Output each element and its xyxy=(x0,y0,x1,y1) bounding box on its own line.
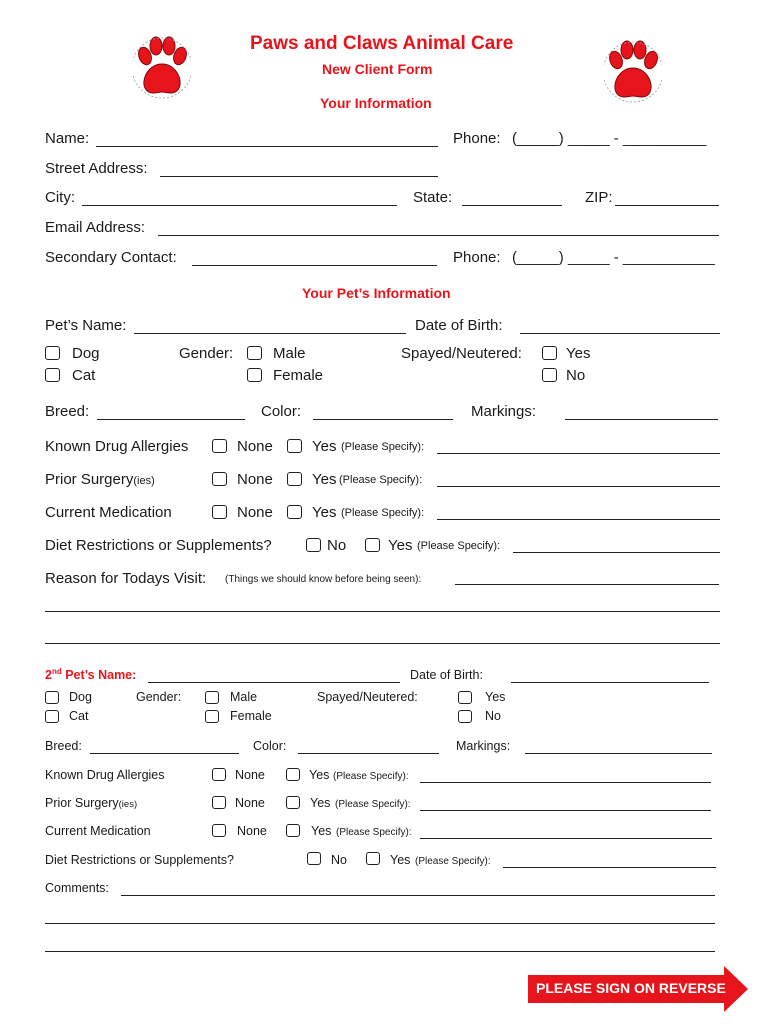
pet2-surgery-yes-label: Yes xyxy=(310,796,331,810)
color-field[interactable] xyxy=(313,419,453,420)
cat-label: Cat xyxy=(72,367,96,384)
breed-label: Breed: xyxy=(45,403,90,420)
pet2-dog-label: Dog xyxy=(69,690,92,704)
pet2-spayed-no-label: No xyxy=(485,709,501,723)
pet2-male-checkbox[interactable] xyxy=(205,691,219,704)
comments-label: Comments: xyxy=(45,881,109,895)
surgery-yes-label: Yes xyxy=(312,471,337,488)
female-label: Female xyxy=(273,367,324,384)
allergies-specify-label: (Please Specify): xyxy=(341,441,425,453)
allergies-none-checkbox[interactable] xyxy=(212,439,227,453)
breed-field[interactable] xyxy=(97,419,245,420)
zip-label: ZIP: xyxy=(585,189,613,206)
surgery-specify-field[interactable] xyxy=(437,486,720,487)
secondary-contact-label: Secondary Contact: xyxy=(45,249,177,266)
name-label: Name: xyxy=(45,130,90,147)
name-field[interactable] xyxy=(96,146,438,147)
pet2-allergies-none-checkbox[interactable] xyxy=(212,768,226,781)
pet2-diet-no-label: No xyxy=(331,853,347,867)
pet-dob-field[interactable] xyxy=(520,333,720,334)
diet-no-label: No xyxy=(327,537,347,554)
dog-checkbox[interactable] xyxy=(45,346,60,360)
medication-label: Current Medication xyxy=(45,504,172,521)
spayed-no-checkbox[interactable] xyxy=(542,368,557,382)
pet2-surgery-suffix: (ies) xyxy=(118,799,138,810)
gender-label: Gender: xyxy=(179,345,234,362)
phone-field[interactable]: (_____) _____ - __________ xyxy=(512,130,707,147)
pet2-diet-no-checkbox[interactable] xyxy=(307,852,321,865)
surgery-yes-checkbox[interactable] xyxy=(287,472,302,486)
section-pet-information: Your Pet’s Information xyxy=(302,285,451,301)
pet2-diet-label: Diet Restrictions or Supplements? xyxy=(45,853,234,867)
sign-on-reverse-notice: PLEASE SIGN ON REVERSE xyxy=(536,980,726,996)
spayed-yes-checkbox[interactable] xyxy=(542,346,557,360)
pet2-allergies-specify-field[interactable] xyxy=(420,782,711,783)
city-field[interactable] xyxy=(82,205,397,206)
pet2-breed-label: Breed: xyxy=(45,739,82,753)
pet2-medication-none-checkbox[interactable] xyxy=(212,824,226,837)
reason-hint: (Things we should know before being seen): xyxy=(225,574,422,585)
surgery-suffix: (ies) xyxy=(133,475,155,487)
pet-name-field[interactable] xyxy=(134,333,406,334)
pet2-allergies-yes-checkbox[interactable] xyxy=(286,768,300,781)
street-field[interactable] xyxy=(160,176,438,177)
surgery-label: Prior Surgery(ies) xyxy=(45,471,155,488)
comments-field-line-3[interactable] xyxy=(45,951,715,952)
pet2-spayed-label: Spayed/Neutered: xyxy=(317,690,418,704)
reason-label: Reason for Todays Visit: xyxy=(45,570,207,587)
pet2-medication-yes-label: Yes xyxy=(311,824,332,838)
secondary-contact-field[interactable] xyxy=(192,265,437,266)
pet2-name-label: 2nd Pet’s Name: xyxy=(45,667,137,683)
pet2-dog-checkbox[interactable] xyxy=(45,691,59,704)
allergies-yes-checkbox[interactable] xyxy=(287,439,302,453)
pet2-diet-specify-label: (Please Specify): xyxy=(415,856,491,867)
paw-print-icon xyxy=(604,40,662,104)
pet2-dob-label: Date of Birth: xyxy=(410,668,483,682)
reason-field-line-1[interactable] xyxy=(455,584,719,585)
pet2-surgery-yes-checkbox[interactable] xyxy=(286,796,300,809)
email-label: Email Address: xyxy=(45,219,146,236)
pet-name-label: Pet’s Name: xyxy=(45,317,127,334)
pet2-allergies-yes-label: Yes xyxy=(309,768,330,782)
allergies-yes-label: Yes xyxy=(312,438,337,455)
pet2-allergies-specify-label: (Please Specify): xyxy=(333,771,409,782)
markings-field[interactable] xyxy=(565,419,718,420)
allergies-label: Known Drug Allergies xyxy=(45,438,189,455)
pet2-cat-label: Cat xyxy=(69,709,89,723)
pet2-markings-field[interactable] xyxy=(525,753,712,754)
medication-none-checkbox[interactable] xyxy=(212,505,227,519)
spayed-yes-label: Yes xyxy=(566,345,591,362)
pet2-medication-none-label: None xyxy=(237,824,267,838)
section-your-information: Your Information xyxy=(320,95,432,111)
diet-specify-field[interactable] xyxy=(513,552,720,553)
state-label: State: xyxy=(413,189,453,206)
secondary-phone-field[interactable]: (_____) _____ - ___________ xyxy=(512,249,715,266)
pet2-allergies-label: Known Drug Allergies xyxy=(45,768,165,782)
pet2-name-field[interactable] xyxy=(148,682,400,683)
comments-field-line-2[interactable] xyxy=(45,923,715,924)
pet2-spayed-yes-label: Yes xyxy=(485,690,506,704)
diet-specify-label: (Please Specify): xyxy=(417,540,501,552)
spayed-label: Spayed/Neutered: xyxy=(401,345,522,362)
pet2-gender-label: Gender: xyxy=(136,690,182,704)
color-label: Color: xyxy=(261,403,302,420)
medication-none-label: None xyxy=(237,504,273,521)
pet2-allergies-none-label: None xyxy=(235,768,265,782)
pet2-diet-specify-field[interactable] xyxy=(503,867,716,868)
pet2-medication-specify-field[interactable] xyxy=(420,838,712,839)
medication-yes-label: Yes xyxy=(312,504,337,521)
dog-label: Dog xyxy=(72,345,100,362)
form-title: Paws and Claws Animal Care xyxy=(250,33,514,54)
pet-dob-label: Date of Birth: xyxy=(415,317,503,334)
pet2-color-field[interactable] xyxy=(298,753,439,754)
diet-label: Diet Restrictions or Supplements? xyxy=(45,537,272,554)
pet2-breed-field[interactable] xyxy=(90,753,239,754)
surgery-specify-label: (Please Specify): xyxy=(339,474,423,486)
surgery-none-checkbox[interactable] xyxy=(212,472,227,486)
cat-checkbox[interactable] xyxy=(45,368,60,382)
secondary-phone-label: Phone: xyxy=(453,249,501,266)
pet2-cat-checkbox[interactable] xyxy=(45,710,59,723)
male-label: Male xyxy=(273,345,306,362)
pet2-spayed-no-checkbox[interactable] xyxy=(458,710,472,723)
pet2-markings-label: Markings: xyxy=(456,739,511,753)
allergies-none-label: None xyxy=(237,438,273,455)
markings-label: Markings: xyxy=(471,403,537,420)
street-label: Street Address: xyxy=(45,160,148,177)
pet2-surgery-specify-label: (Please Specify): xyxy=(335,799,411,810)
surgery-none-label: None xyxy=(237,471,273,488)
pet2-medication-label: Current Medication xyxy=(45,824,151,838)
medication-specify-field[interactable] xyxy=(437,519,720,520)
pet2-diet-yes-label: Yes xyxy=(390,853,411,867)
allergies-specify-field[interactable] xyxy=(437,453,720,454)
pet2-female-checkbox[interactable] xyxy=(205,710,219,723)
pet2-medication-specify-label: (Please Specify): xyxy=(336,827,412,838)
email-field[interactable] xyxy=(158,235,719,236)
pet2-surgery-none-checkbox[interactable] xyxy=(212,796,226,809)
female-checkbox[interactable] xyxy=(247,368,262,382)
medication-yes-checkbox[interactable] xyxy=(287,505,302,519)
pet2-female-label: Female xyxy=(230,709,272,723)
city-label: City: xyxy=(45,189,75,206)
diet-yes-label: Yes xyxy=(388,537,413,554)
pet2-spayed-yes-checkbox[interactable] xyxy=(458,691,472,704)
pet2-medication-yes-checkbox[interactable] xyxy=(286,824,300,837)
zip-field[interactable] xyxy=(615,205,719,206)
form-subtitle: New Client Form xyxy=(322,61,433,77)
paw-print-icon xyxy=(133,36,191,100)
medication-specify-label: (Please Specify): xyxy=(341,507,425,519)
pet2-surgery-specify-field[interactable] xyxy=(420,810,711,811)
pet2-male-label: Male xyxy=(230,690,258,704)
spayed-no-label: No xyxy=(566,367,586,384)
comments-field-line-1[interactable] xyxy=(121,895,715,896)
male-checkbox[interactable] xyxy=(247,346,262,360)
pet2-diet-yes-checkbox[interactable] xyxy=(366,852,380,865)
pet2-dob-field[interactable] xyxy=(511,682,709,683)
pet2-surgery-none-label: None xyxy=(235,796,265,810)
pet2-color-label: Color: xyxy=(253,739,287,753)
pet2-surgery-label: Prior Surgery(ies) xyxy=(45,796,138,810)
reason-field-line-2[interactable] xyxy=(45,611,720,612)
reason-field-line-3[interactable] xyxy=(45,643,720,644)
diet-no-checkbox[interactable] xyxy=(306,538,321,552)
state-field[interactable] xyxy=(462,205,562,206)
diet-yes-checkbox[interactable] xyxy=(365,538,380,552)
phone-label: Phone: xyxy=(453,130,501,147)
